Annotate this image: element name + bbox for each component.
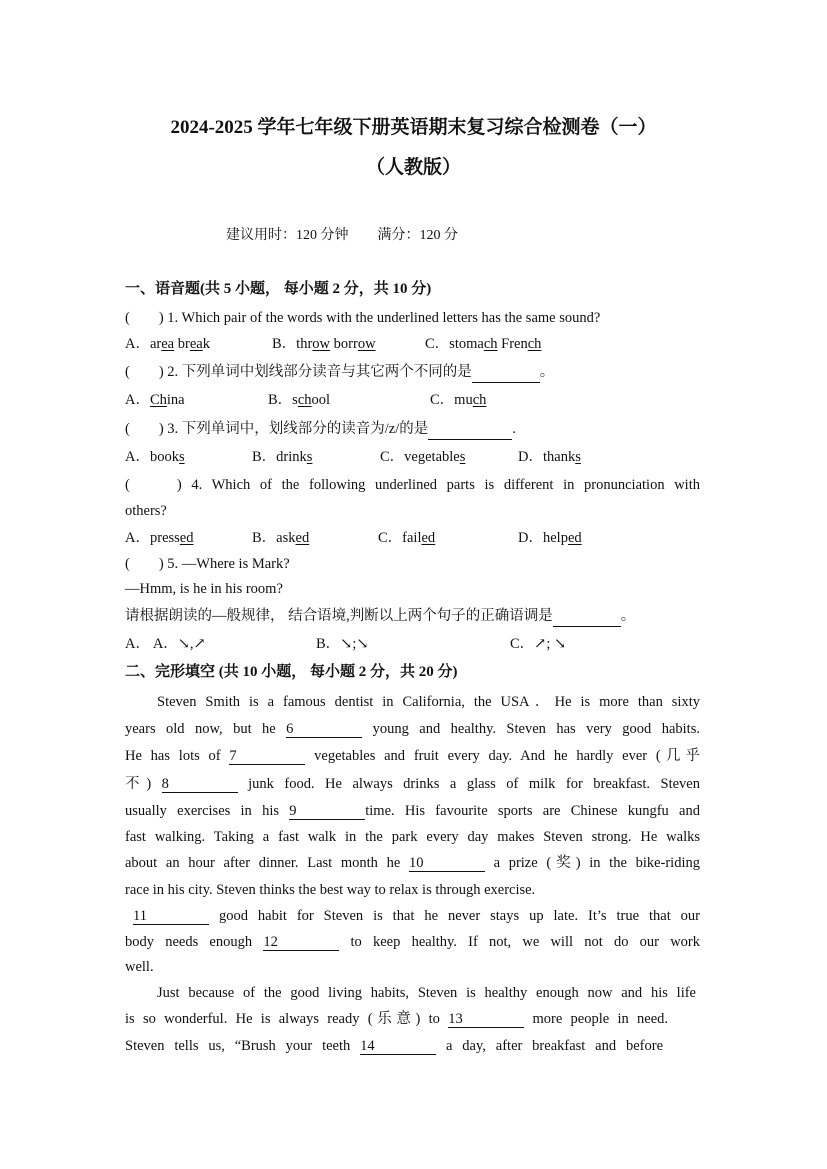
question-4-stem: ( ) 4. Which of the following underlined parts is different in pronunciation with: [125, 477, 700, 493]
option-d: D．thanks: [518, 449, 581, 465]
passage-line: Steven tells us, “Brush your teeth 14 a day, after breakfast and before: [125, 1038, 664, 1054]
question-5-instruction: 请根据朗读的—般规律， 结合语境,判断以上两个句子的正确语调是 。: [125, 606, 635, 627]
option-c: C．failed: [378, 530, 436, 546]
option-c: C．↗; ↘: [510, 636, 567, 652]
option-b: B．school: [268, 392, 331, 408]
document-title: 2024-2025 学年七年级下册英语期末复习综合检测卷（一）: [170, 117, 657, 138]
question-2-stem: ( ) 2. 下列单词中划线部分读音与其它两个不同的是 。: [125, 362, 554, 383]
passage-line: fast walking. Taking a fast walk in the park every day makes Steven strong. He walks: [125, 829, 700, 845]
full-score: 满分：120 分: [377, 228, 458, 243]
passage-line: Just because of the good living habits, Steven is healthy enough now and his life: [157, 985, 696, 1001]
option-a: A．pressed: [125, 530, 194, 546]
question-5-stem: ( ) 5. —Where is Mark?: [125, 556, 290, 572]
passage-line: usually exercises in his 9 time. His favourite sports are Chinese kungfu and: [125, 803, 700, 819]
passage-line: Steven Smith is a famous dentist in California, the USA．He is more than sixty: [157, 694, 700, 710]
question-3-stem: ( ) 3. 下列单词中，划线部分的读音为/z/的是 .: [125, 419, 516, 440]
option-a: A． A．↘,↗: [125, 636, 206, 652]
passage-line: race in his city. Steven thinks the best way to relax is through exercise.: [125, 882, 536, 898]
option-c: C．stomach French: [425, 336, 542, 352]
option-a: A．China: [125, 392, 185, 408]
blank-11[interactable]: 11: [133, 908, 209, 925]
passage-line: well.: [125, 959, 154, 975]
passage-line: is so wonderful. He is always ready (乐意) to 13 more people in need.: [125, 1011, 669, 1027]
blank-10[interactable]: 10: [409, 855, 485, 872]
passage-line: years old now, but he 6 young and healthy. Steven has very good habits.: [125, 721, 700, 737]
question-5-line2: —Hmm, is he in his room?: [125, 581, 283, 597]
blank-9[interactable]: 9: [289, 803, 365, 820]
option-a: A．books: [125, 449, 185, 465]
passage-line: 不) 8 junk food. He always drinks a glass of milk for breakfast. Steven: [125, 776, 700, 792]
section2-heading: 二、完形填空 (共 10 小题， 每小题 2 分，共 20 分): [125, 664, 458, 680]
blank-6[interactable]: 6: [286, 721, 362, 738]
time-limit: 建议用时：120 分钟: [226, 228, 349, 243]
section1-heading: 一、语音题(共 5 小题， 每小题 2 分，共 10 分): [125, 281, 432, 297]
passage-line: about an hour after dinner. Last month he 10 a prize (奖) in the bike-riding: [125, 855, 700, 871]
option-b: B．drinks: [252, 449, 313, 465]
passage-line: He has lots of 7 vegetables and fruit every day. And he hardly ever (几乎: [125, 748, 701, 764]
blank-8[interactable]: 8: [162, 776, 238, 793]
option-a: A．area break: [125, 336, 210, 352]
option-c: C．vegetables: [380, 449, 466, 465]
blank-14[interactable]: 14: [360, 1038, 436, 1055]
option-b: B．throw borrow: [272, 336, 376, 352]
blank-13[interactable]: 13: [448, 1011, 524, 1028]
option-b: B．asked: [252, 530, 310, 546]
passage-line: body needs enough 12 to keep healthy. If not, we will not do our work: [125, 934, 700, 950]
document-subtitle: （人教版）: [365, 157, 461, 178]
option-c: C．much: [430, 392, 487, 408]
passage-line: 11 good habit for Steven is that he never stays up late. It’s true that our: [133, 908, 700, 924]
exam-info: [226, 226, 458, 246]
blank-12[interactable]: 12: [263, 934, 339, 951]
question-4-stem-cont: others?: [125, 503, 167, 519]
option-b: B．↘;↘: [316, 636, 369, 652]
blank-7[interactable]: 7: [229, 748, 305, 765]
option-d: D．helped: [518, 530, 582, 546]
question-1-stem: ( ) 1. Which pair of the words with the underlined letters has the same sound?: [125, 310, 601, 326]
